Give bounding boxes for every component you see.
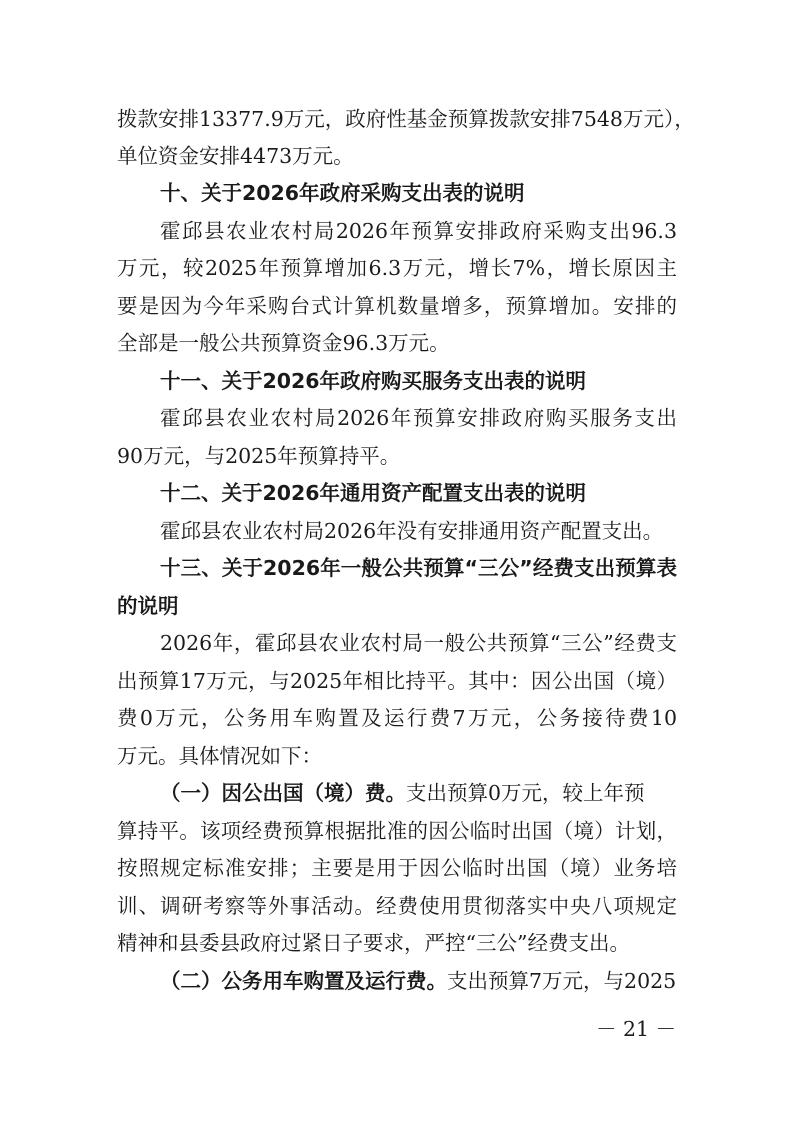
subsection-line-2: [160, 966, 677, 996]
body-line: 算持平。该项经费预算根据批准的因公临时出国（境）计划，: [117, 819, 677, 843]
body-line: 霍邱县农业农村局2026年没有安排通用资产配置支出。: [160, 519, 664, 543]
subsection-title-2: （二）公务用车购置及运行费。: [160, 969, 447, 993]
body-line: 训、调研考察等外事活动。经费使用贯彻落实中央八项规定: [117, 894, 677, 918]
body-line: 按照规定标准安排；主要是用于因公临时出国（境）业务培: [117, 856, 677, 880]
subsection-text-1: 支出预算0万元，较上年预: [406, 781, 645, 805]
body-line: 单位资金安排4473万元。: [117, 144, 354, 168]
body-line: 出预算17万元，与2025年相比持平。其中：因公出国（境）: [117, 669, 677, 693]
subsection-line-1: [160, 778, 677, 808]
body-line: 霍邱县农业农村局2026年预算安排政府采购支出96.3: [160, 219, 677, 243]
body-line: 90万元，与2025年预算持平。: [117, 444, 401, 468]
body-line: 要是因为今年采购台式计算机数量增多，预算增加。安排的: [117, 294, 677, 318]
section-heading-13-cont: 的说明: [117, 594, 179, 618]
section-heading-10: 十、关于2026年政府采购支出表的说明: [160, 181, 525, 205]
section-heading-13: 十三、关于2026年一般公共预算“三公”经费支出预算表: [160, 556, 677, 580]
body-line: 拨款安排13377.9万元，政府性基金预算拨款安排7548万元），: [117, 107, 695, 131]
section-heading-12: 十二、关于2026年通用资产配置支出表的说明: [160, 481, 587, 505]
subsection-text-2: 支出预算7万元，与2025: [447, 969, 677, 993]
subsection-title-1: （一）因公出国（境）费。: [160, 781, 406, 805]
body-line: 万元，较2025年预算增加6.3万元，增长7%，增长原因主: [117, 256, 677, 280]
body-line: 2026年，霍邱县农业农村局一般公共预算“三公”经费支: [160, 631, 677, 655]
body-line: 精神和县委县政府过紧日子要求，严控“三公”经费支出。: [117, 931, 630, 955]
section-heading-11: 十一、关于2026年政府购买服务支出表的说明: [160, 369, 587, 393]
page-number: － 21 －: [596, 1017, 677, 1041]
body-line: 霍邱县农业农村局2026年预算安排政府购买服务支出: [160, 406, 677, 430]
body-line: 费0万元，公务用车购置及运行费7万元，公务接待费10: [117, 706, 677, 730]
body-line: 全部是一般公共预算资金96.3万元。: [117, 331, 450, 355]
body-line: 万元。具体情况如下：: [117, 744, 322, 768]
